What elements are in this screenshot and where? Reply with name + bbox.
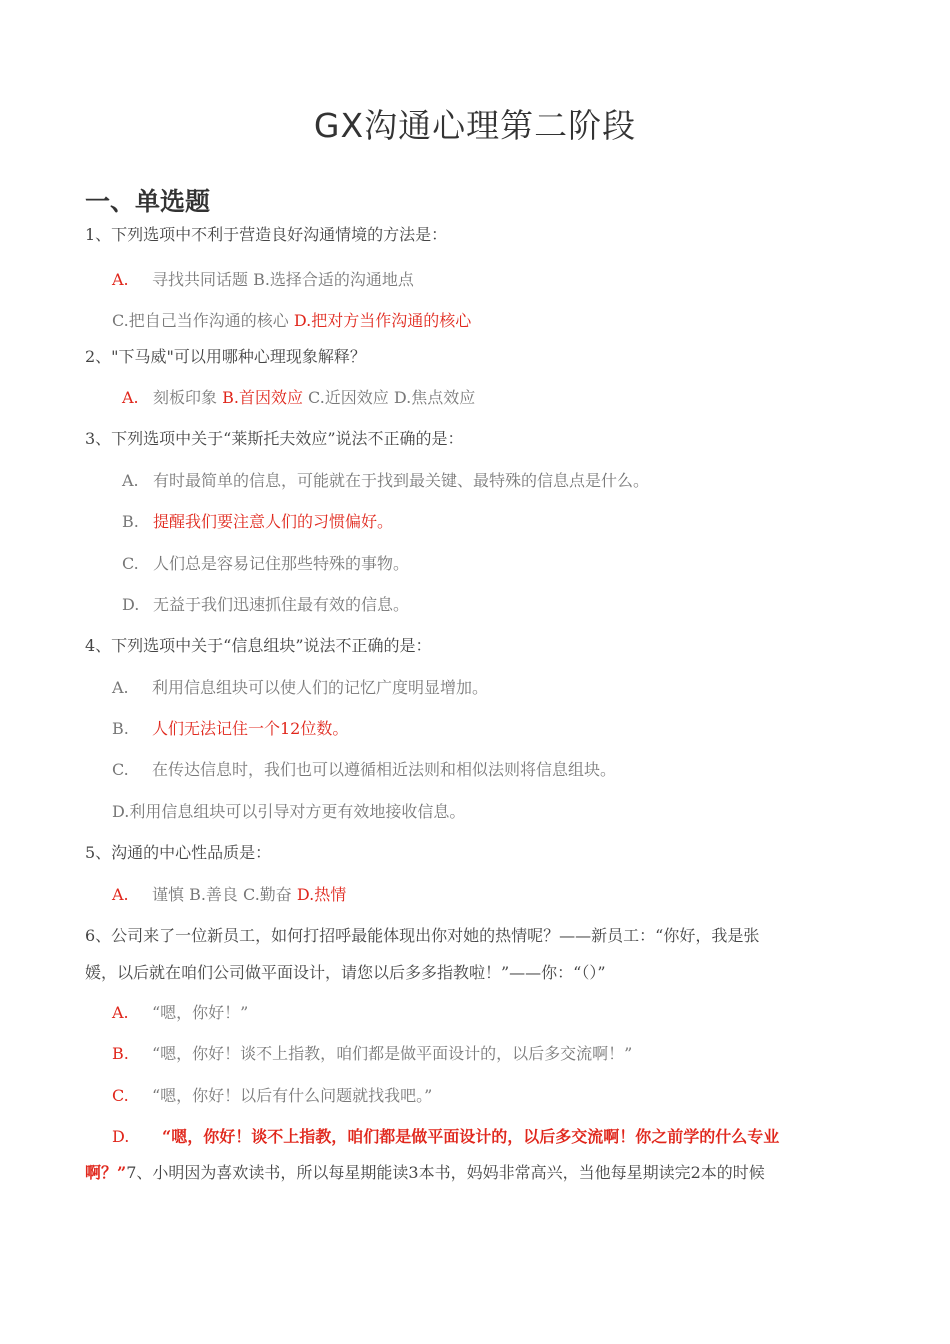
correct-answer: “嗯，你好！谈不上指教，咱们都是做平面设计的，以后多交流啊！你之前学的什么专业 xyxy=(162,1127,780,1146)
option-letter: A. xyxy=(112,885,129,904)
question-4-option-c xyxy=(112,759,616,781)
correct-answer-continued: 啊？” xyxy=(85,1163,127,1182)
option-text: “嗯，你好！以后有什么问题就找我吧。” xyxy=(152,1086,433,1105)
option-letter: C. xyxy=(112,1086,129,1105)
option-text: 刻板印象 xyxy=(153,388,223,407)
correct-answer: D.热情 xyxy=(296,885,347,904)
question-4-option-b xyxy=(112,718,348,740)
question-6-option-a xyxy=(112,1002,248,1024)
question-1-stem: 1、下列选项中不利于营造良好沟通情境的方法是： xyxy=(85,225,448,244)
question-6-stem-line-2: 媛，以后就在咱们公司做平面设计，请您以后多多指教啦！”——你：“（）” xyxy=(85,963,606,982)
correct-answer: B.首因效应 xyxy=(222,388,303,407)
question-6-stem-line-1: 6、公司来了一位新员工，如何打招呼最能体现出你对她的热情呢？——新员工：“你好，我是张 xyxy=(85,926,760,945)
option-text: 利用信息组块可以使人们的记忆广度明显增加。 xyxy=(152,678,489,697)
option-letter: D. xyxy=(112,1127,130,1146)
section-heading: 一、单选题 xyxy=(85,187,211,216)
option-letter: D. xyxy=(122,595,140,614)
question-3-option-c xyxy=(122,553,409,575)
option-letter: A. xyxy=(122,471,139,490)
option-text: 有时最简单的信息，可能就在于找到最关键、最特殊的信息点是什么。 xyxy=(153,471,650,490)
correct-answer: D.把对方当作沟通的核心 xyxy=(293,311,472,330)
question-6-option-d-line-1 xyxy=(112,1126,779,1148)
question-3-option-b xyxy=(122,511,393,533)
option-letter: A. xyxy=(112,1003,129,1022)
option-text: “嗯，你好！谈不上指教，咱们都是做平面设计的，以后多交流啊！” xyxy=(152,1044,633,1063)
correct-answer: 人们无法记住一个12位数。 xyxy=(152,719,349,738)
option-text: 谨慎 B.善良 C.勤奋 xyxy=(152,885,297,904)
question-2-stem: 2、"下马威"可以用哪种心理现象解释？ xyxy=(85,347,366,366)
question-3-option-d xyxy=(122,594,409,616)
question-7-stem: 7、小明因为喜欢读书，所以每星期能读3本书，妈妈非常高兴，当他每星期读完2本的时候 xyxy=(126,1163,765,1182)
question-5-options xyxy=(112,884,346,906)
option-letter: A. xyxy=(122,388,139,407)
question-1-options-ab xyxy=(112,269,414,291)
option-text: 无益于我们迅速抓住最有效的信息。 xyxy=(153,595,410,614)
option-text: 人们总是容易记住那些特殊的事物。 xyxy=(153,554,410,573)
option-letter: B. xyxy=(112,719,129,738)
question-3-option-a xyxy=(122,470,649,492)
question-6-option-d-line-2 xyxy=(85,1162,765,1184)
option-text: 寻找共同话题 B.选择合适的沟通地点 xyxy=(152,270,414,289)
option-text: “嗯，你好！” xyxy=(152,1003,249,1022)
option-letter: B. xyxy=(122,512,139,531)
option-text: C.把自己当作沟通的核心 xyxy=(112,311,294,330)
option-letter: A. xyxy=(112,270,129,289)
question-6-option-c xyxy=(112,1085,432,1107)
question-4-stem: 4、下列选项中关于“信息组块”说法不正确的是： xyxy=(85,636,432,655)
question-4-option-a xyxy=(112,677,488,699)
question-5-stem: 5、沟通的中心性品质是： xyxy=(85,843,272,862)
correct-answer: 提醒我们要注意人们的习惯偏好。 xyxy=(153,512,394,531)
question-3-stem: 3、下列选项中关于“莱斯托夫效应”说法不正确的是： xyxy=(85,429,464,448)
page-title: GX沟通心理第二阶段 xyxy=(313,106,637,145)
question-1-options-cd xyxy=(112,310,471,332)
option-letter: A. xyxy=(112,678,129,697)
question-2-options xyxy=(122,387,475,409)
option-letter: C. xyxy=(112,760,129,779)
option-letter: C. xyxy=(122,554,139,573)
option-letter: B. xyxy=(112,1044,129,1063)
option-text: C.近因效应 D.焦点效应 xyxy=(302,388,476,407)
option-text: 在传达信息时，我们也可以遵循相近法则和相似法则将信息组块。 xyxy=(152,760,617,779)
question-6-option-b xyxy=(112,1043,632,1065)
question-4-option-d: D.利用信息组块可以引导对方更有效地接收信息。 xyxy=(112,802,466,821)
